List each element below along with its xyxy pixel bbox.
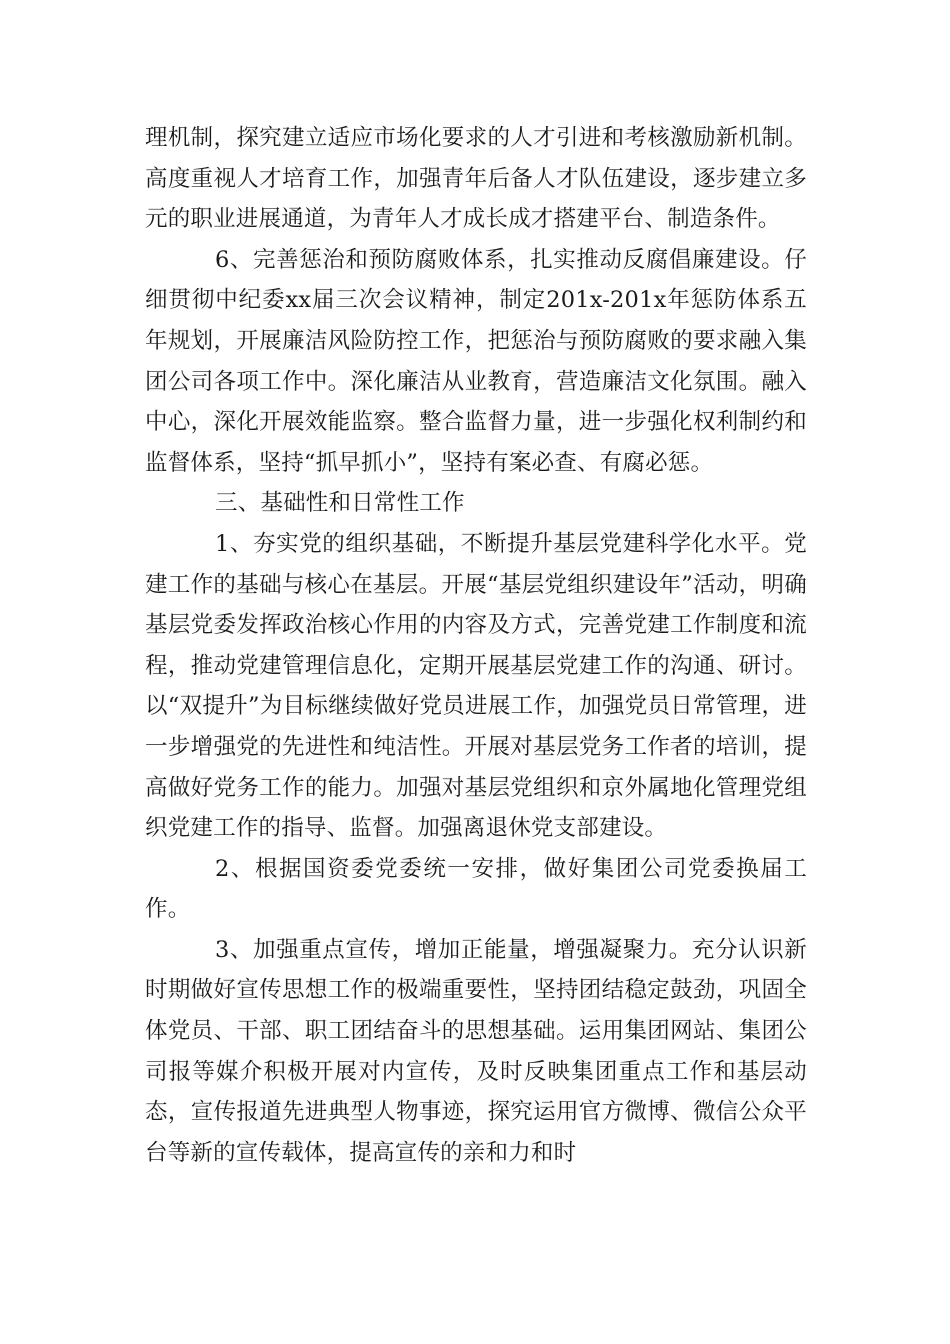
paragraph-party-organization: 1、夯实党的组织基础，不断提升基层党建科学化水平。党建工作的基础与核心在基层。开展“基层党组织建设年”活动，明确基层党委发挥政治核心作用的内容及方式，完善党建工作制度和流程，推动党建管理信息化，定期开展基层党建工作的沟通、研讨。以“双提升”为目标继续做好党员进展工作，加强党员日常管理，进一步增强党的先进性和纯洁性。开展对基层党务工作者的培训，提高做好党务工作的能力。加强对基层党组织和京外属地化管理党组织党建工作的指导、监督。加强离退休党支部建设。: [145, 530, 807, 842]
section-heading-basic-work: 三、基础性和日常性工作: [215, 490, 465, 517]
paragraph-anti-corruption: 6、完善惩治和预防腐败体系，扎实推动反腐倡廉建设。仔细贯彻中纪委xx届三次会议精神，制定201x-201x年惩防体系五年规划，开展廉洁风险防控工作，把惩治与预防腐败的要求融入集团公司各项工作中。深化廉洁从业教育，营造廉洁文化氛围。融入中心，深化开展效能监察。整合监督力量，进一步强化权利制约和监督体系，坚持“抓早抓小”，坚持有案必查、有腐必惩。: [145, 246, 807, 476]
document-body: [145, 118, 807, 1173]
paragraph-talent-mechanism: 理机制，探究建立适应市场化要求的人才引进和考核激励新机制。高度重视人才培育工作，加强青年后备人才队伍建设，逐步建立多元的职业进展通道，为青年人才成长成才搭建平台、制造条件。: [145, 125, 807, 233]
paragraph-party-election: 2、根据国资委党委统一安排，做好集团公司党委换届工作。: [145, 855, 807, 923]
paragraph-publicity: 3、加强重点宣传，增加正能量，增强凝聚力。充分认识新时期做好宣传思想工作的极端重要性，坚持团结稳定鼓劲，巩固全体党员、干部、职工团结奋斗的思想基础。运用集团网站、集团公司报等媒介积极开展对内宣传，及时反映集团重点工作和基层动态，宣传报道先进典型人物事迹，探究运用官方微博、微信公众平台等新的宣传载体，提高宣传的亲和力和时: [145, 936, 807, 1166]
